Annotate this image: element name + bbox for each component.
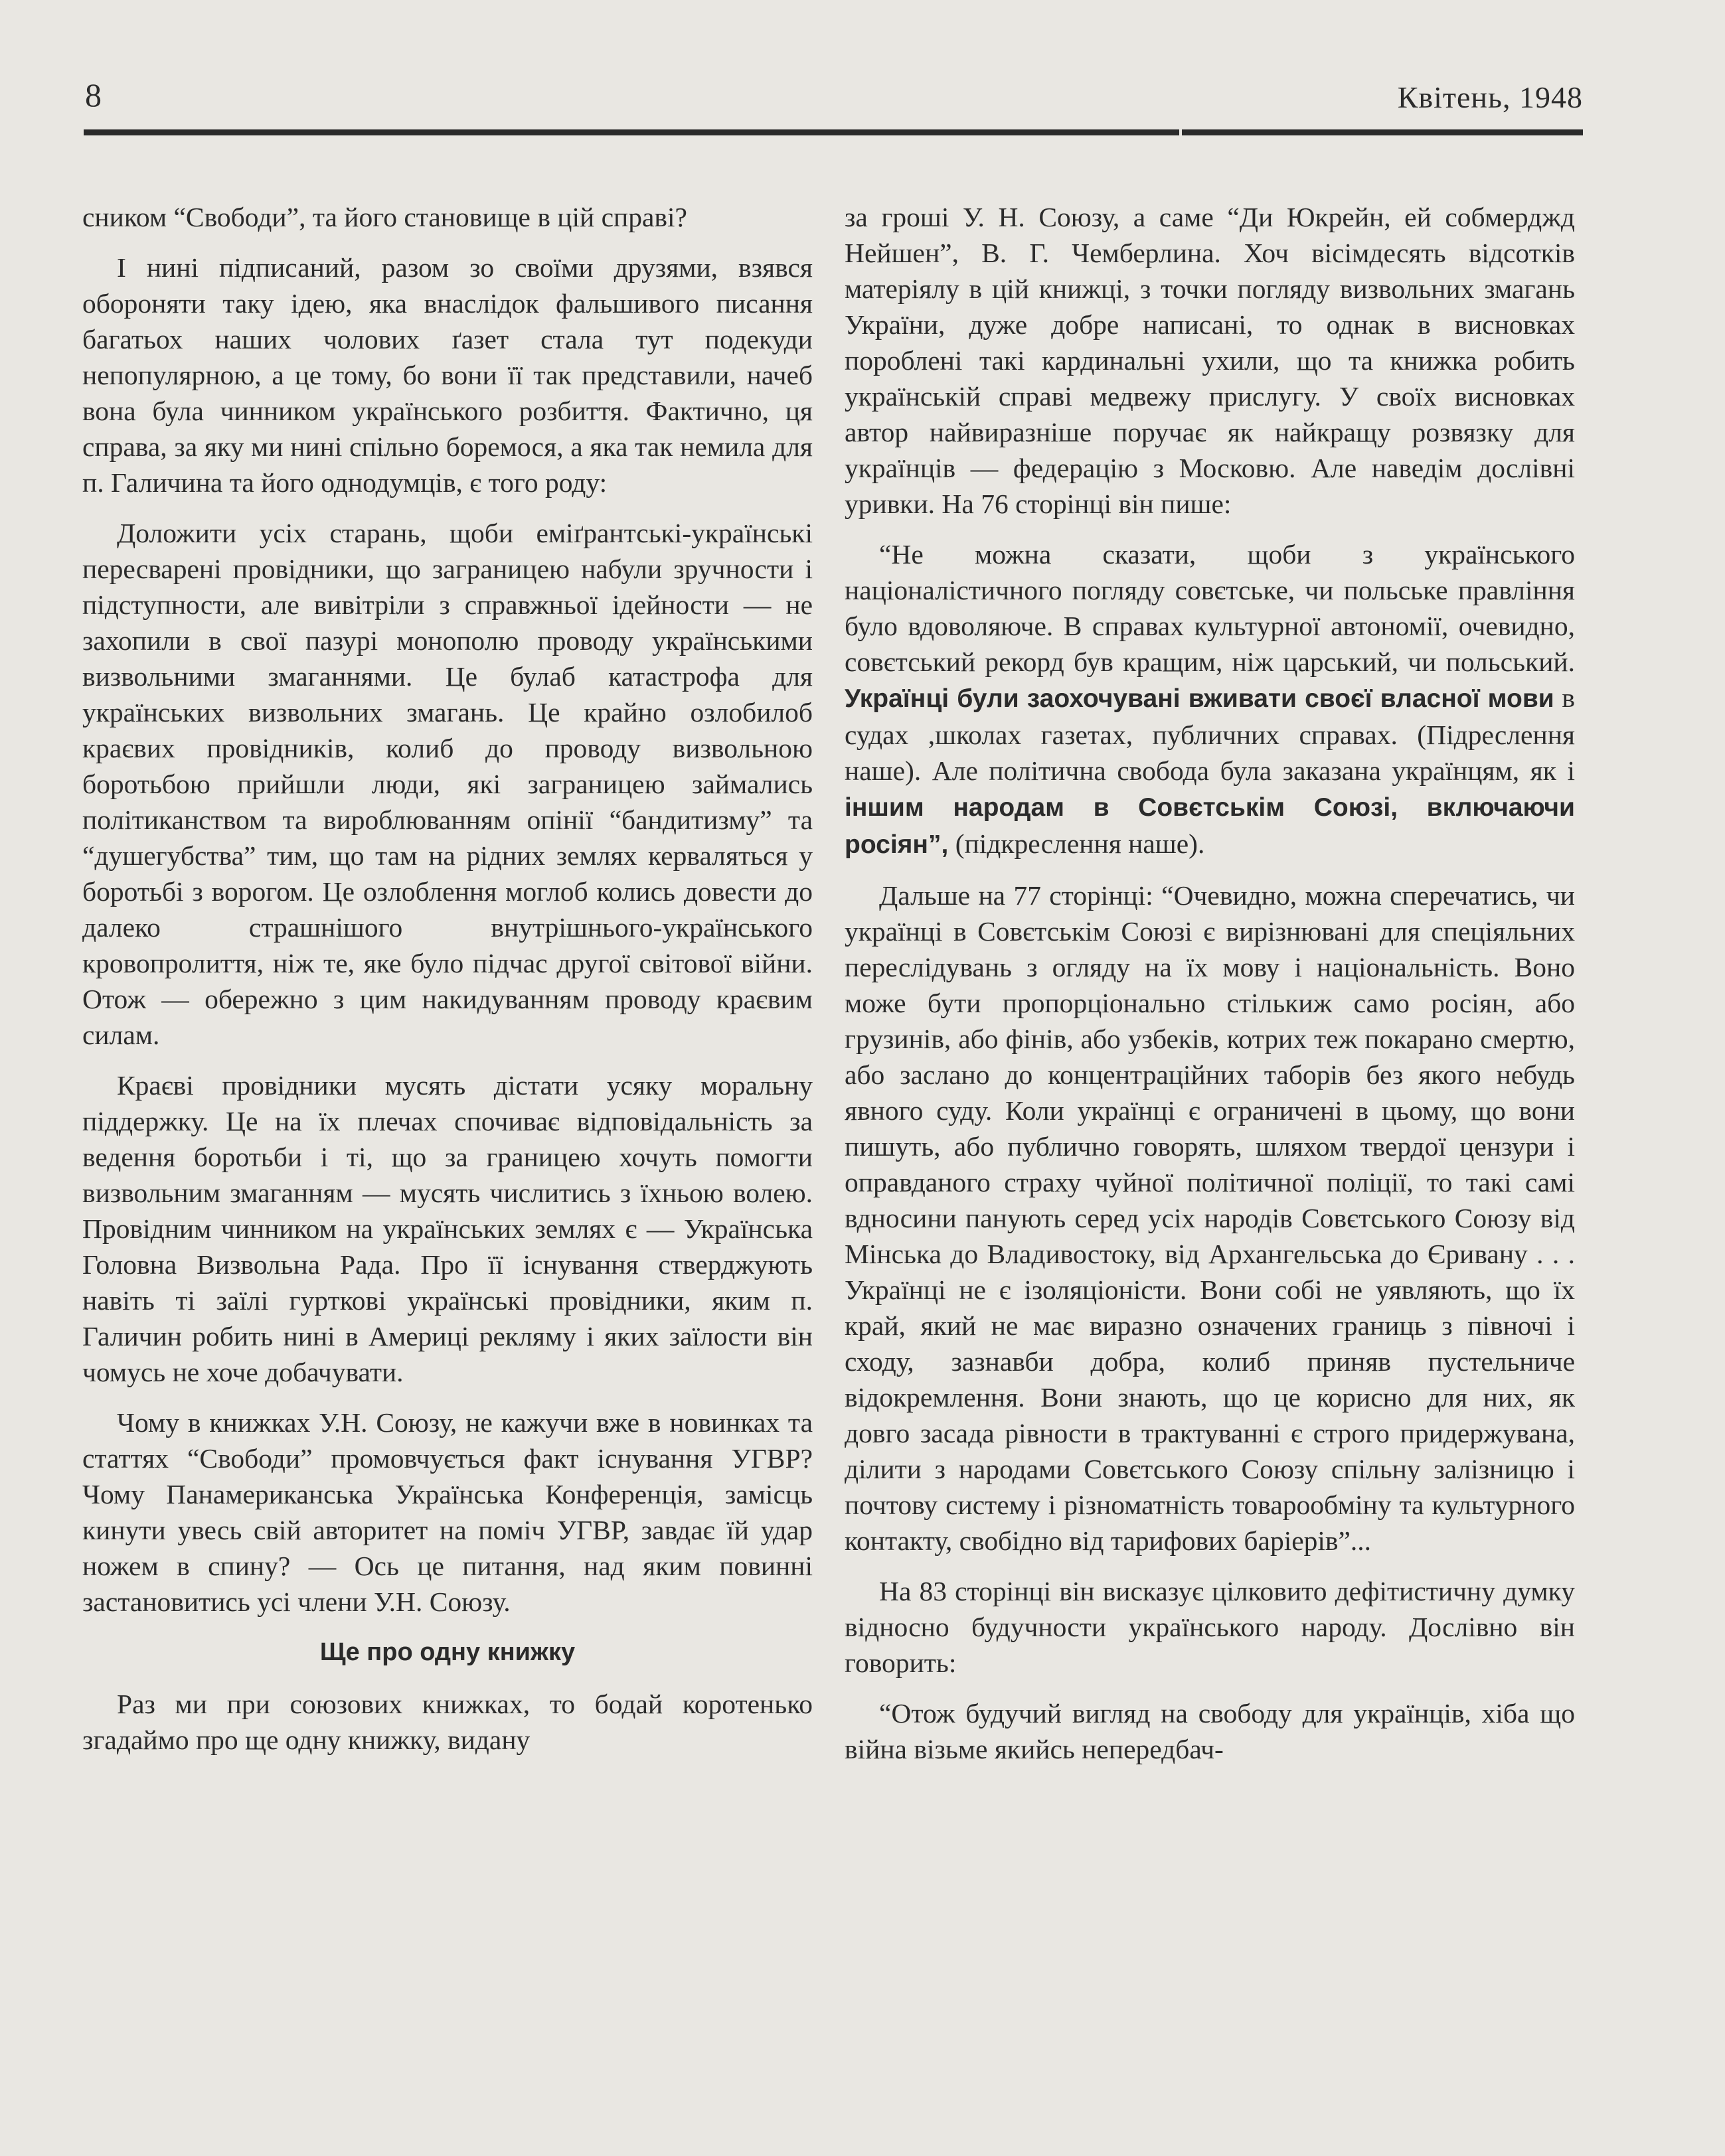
emphasized-text: Українці були заохочувані вживати своєї власної мови — [845, 684, 1554, 713]
paragraph: Чому в книжках У.Н. Союзу, не кажучи вже в новинках та статтях “Свободи” промовчується факт існування УГВР? Чому Панамериканська Українська Конференція, замісць кинути увесь свій авторитет на поміч УГВР, завдає їй удар ножем в спину? — Ось це питання, над яким повинні застановитись усі члени У.Н. Союзу. — [82, 1407, 813, 1617]
header-rule — [84, 129, 1583, 135]
paragraph: за гроші У. Н. Союзу, а саме “Ди Юкрейн, ей собмерджд Нейшен”, В. Г. Чемберлина. Хоч вісімдесять відсотків матеріялу в цій книжці, з точки погляду визвольних змагань України, дуже добре написані, то однак в висновках пороблені такі кардинальні ухили, що та книжка робить українській справі медвежу прислугу. У своїх висновках автор найвиразніше поручає як найкращу розвязку для українців — федерацію з Московю. Але наведім дослівні уривки. На 76 сторінці він пише: — [845, 202, 1575, 519]
paragraph: На 83 сторінці він висказує цілковито дефітистичну думку відносно будучности українського народу. Дослівно він говорить: — [845, 1576, 1575, 1678]
header-rule-gap — [1179, 129, 1182, 135]
paragraph: Дальше на 77 сторінці: “Очевидно, можна сперечатись, чи українці в Совєтськім Союзі є вирізнювані для спеціяльних переслідувань з огляду на їх мову і національність. Воно може бути пропорціонально стількиж само росіян, або грузинів, або фінів, або узбеків, котрих теж покарано смертю, або заслано до концентраційних таборів без якого небудь явного суду. Коли українці є ограничені в цьому, що вони пишуть, або публично говорять, шляхом твердої цензури і оправданого страху чуйної політичної поліції, то такі самі вдносини панують серед усіх народів Совєтського Союзу від Мінська до Владивостоку, від Архангельська до Єривану . . . Українці не є ізоляціоністи. Вони собі не уявляють, що їх край, який не має виразно означених границь з півночі і сходу, зазнавби добра, колиб приняв пустельниче відокремлення. Вони знають, що це корисно для них, як довго засада рівности в трактуванні є строго придержувана, ділити з народами Совєтського Союзу спільну залізницю і почтову систему і різноматність товарообміну та культурного контакту, свобідно від тарифових баріерів”... — [845, 880, 1575, 1556]
paragraph: сником “Свободи”, та його становище в цій справі? — [82, 202, 687, 232]
paragraph: Краєві провідники мусять дістати усяку моральну піддержку. Це на їх плечах спочиває відповідальність за ведення боротьби і ті, що за границею хочуть помогти визвольним змаганням — мусять числитись з їхньою волею. Провідним чинником на українських землях є — Українська Головна Визвольна Рада. Про її існування стверджують навіть ті заїлі гурткові українські провідники, яким п. Галичин робить нині в Америці рекляму і яких заїлости він чомусь не хоче добачувати. — [82, 1070, 813, 1387]
page-number: 8 — [85, 76, 102, 114]
left-column — [82, 199, 813, 1772]
section-heading: Ще про одну книжку — [319, 1638, 576, 1666]
quote-paragraph — [845, 536, 1575, 863]
paragraph: “Отож будучий вигляд на свободу для українців, хіба що війна візьме якийсь непередбач- — [845, 1698, 1575, 1764]
emphasized-text: іншим народам в Совєтськім Союзі, включаючи росіян”, — [845, 793, 1575, 859]
issue-date: Квітень, 1948 — [1397, 80, 1583, 114]
right-column — [845, 199, 1575, 1782]
paragraph: Доложити усіх старань, щоби еміґрантські-українські пересварені провідники, що заграницею набули зручности і підступности, але вивітріли з справжньої ідейности — не захопили в свої пазурі монополю проводу українськими визвольними змаганнями. Це булаб катастрофа для українських визвольних змагань. Це крайно озлобилоб краєвих провідників, колиб до проводу визвольною боротьбою прийшли люди, які заграницею займались політиканством та вироблюванням опінії “бандитизму” та “душегубства” тим, що там на рідних землях керваляться у боротьбі з ворогом. Це озлоблення моглоб колись довести до далеко страшнішого внутрішнього-українського кровопролиття, ніж те, яке було підчас другої світової війни. Отож — обережно з цим накидуванням проводу краєвим силам. — [82, 518, 813, 1050]
paragraph: І нині підписаний, разом зо своїми друзями, взявся обороняти таку ідею, яка внаслідок фальшивого писання багатьох наших чолових ґазет стала тут подекуди непопулярною, а це тому, бо вони її так представили, начеб вона була чинником українського розбиття. Фактично, ця справа, за яку ми нині спільно боремося, а яка так немила для п. Галичина та його однодумців, є того роду: — [82, 252, 813, 498]
paragraph: Раз ми при союзових книжках, то бодай коротенько згадаймо про ще одну книжку, видану — [82, 1689, 813, 1755]
quote-text: в судах ,школах газетах, публичних справах. (Підреслення наше). Але політична свобода була заказана українцям, як і — [845, 682, 1575, 786]
quote-text: “Не можна сказати, щоби з українського націоналістичного погляду совєтське, чи польське правління було вдоволяюче. В справах культурної автономії, очевидно, совєтський рекорд був кращим, ніж царський, чи польський. — [845, 539, 1575, 677]
quote-text: (підкреслення наше). — [948, 828, 1205, 859]
